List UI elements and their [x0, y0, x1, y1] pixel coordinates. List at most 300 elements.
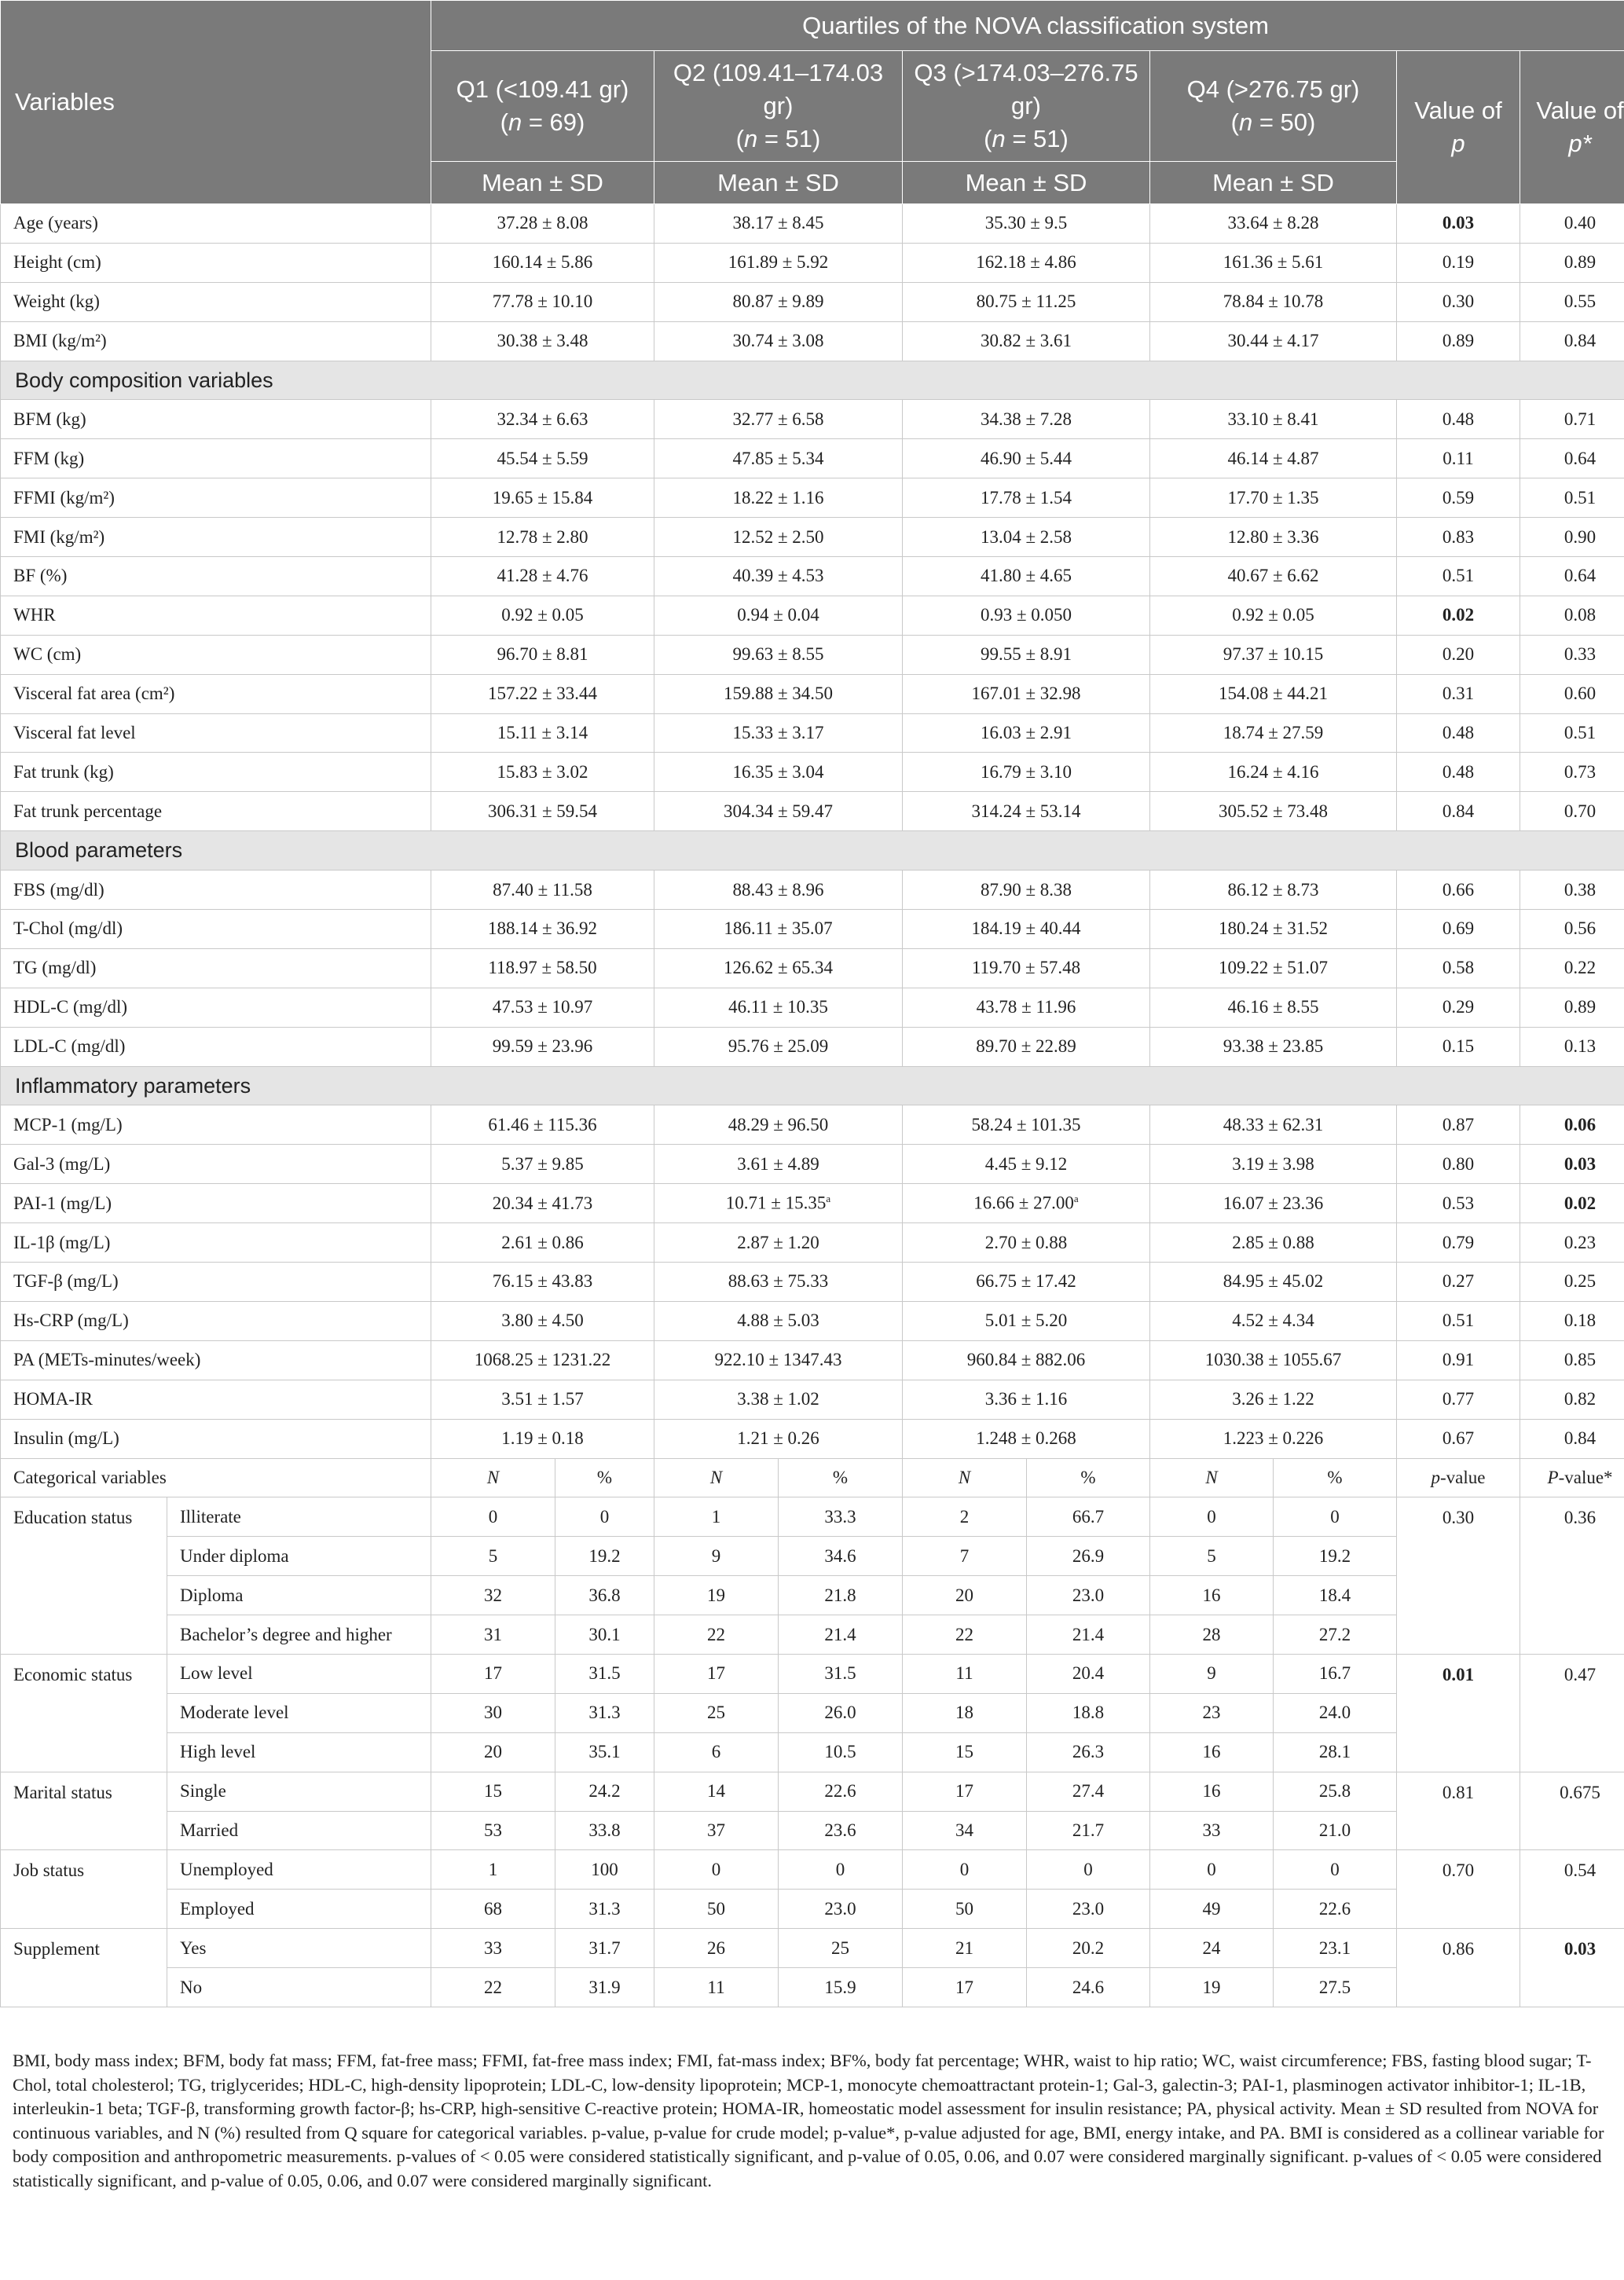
p-adjusted-value: 0.03 [1520, 1929, 1624, 2007]
q3-mean-sd: 35.30 ± 9.5 [903, 204, 1150, 244]
q1-mean-sd: 77.78 ± 10.10 [431, 282, 654, 321]
table-row [1, 674, 1624, 713]
q4-mean-sd: 17.70 ± 1.35 [1150, 478, 1397, 518]
q4-mean-sd: 97.37 ± 10.15 [1150, 635, 1397, 674]
p-value: 0.69 [1397, 910, 1520, 949]
table-row [1, 753, 1624, 792]
count-cell: 1 [431, 1850, 555, 1890]
q2-stat-header: Mean ± SD [654, 162, 903, 204]
p-adjusted-value: 0.47 [1520, 1654, 1624, 1772]
q2-mean-sd: 16.35 ± 3.04 [654, 753, 903, 792]
variables-header: Variables [1, 1, 431, 204]
p-value: 0.67 [1397, 1419, 1520, 1458]
p-value: 0.59 [1397, 478, 1520, 518]
p-adjusted-value: 0.40 [1520, 204, 1624, 244]
count-cell: 30 [431, 1693, 555, 1732]
q1-mean-sd: 118.97 ± 58.50 [431, 948, 654, 988]
variable-name: Visceral fat area (cm²) [1, 674, 431, 713]
table-row [1, 792, 1624, 831]
percent-cell: 27.5 [1274, 1968, 1397, 2007]
count-cell: 53 [431, 1811, 555, 1850]
p-adjusted-value: 0.54 [1520, 1850, 1624, 1929]
q1-label: Q1 (<109.41 gr) [456, 75, 629, 104]
percent-cell: 27.2 [1274, 1615, 1397, 1655]
p-adjusted-value: 0.82 [1520, 1380, 1624, 1419]
count-cell: 34 [903, 1811, 1027, 1850]
q4-mean-sd: 109.22 ± 51.07 [1150, 948, 1397, 988]
q3-mean-sd: 0.93 ± 0.050 [903, 596, 1150, 635]
variable-name: Fat trunk percentage [1, 792, 431, 831]
q1-mean-sd: 15.83 ± 3.02 [431, 753, 654, 792]
q4-mean-sd: 93.38 ± 23.85 [1150, 1027, 1397, 1066]
percent-cell: 36.8 [555, 1576, 654, 1615]
q3-mean-sd: 162.18 ± 4.86 [903, 243, 1150, 282]
q3-mean-sd: 58.24 ± 101.35 [903, 1105, 1150, 1145]
percent-header: % [555, 1458, 654, 1497]
table-row [1, 243, 1624, 282]
p-adjusted-value: 0.23 [1520, 1223, 1624, 1263]
categorical-title: Categorical variables [1, 1458, 431, 1497]
count-cell: 16 [1150, 1772, 1274, 1811]
q1-mean-sd: 188.14 ± 36.92 [431, 910, 654, 949]
q1-mean-sd: 47.53 ± 10.97 [431, 988, 654, 1027]
q3-mean-sd: 13.04 ± 2.58 [903, 518, 1150, 557]
q4-mean-sd: 161.36 ± 5.61 [1150, 243, 1397, 282]
percent-cell: 18.8 [1027, 1693, 1150, 1732]
percent-header: % [779, 1458, 903, 1497]
p-adjusted-value: 0.64 [1520, 557, 1624, 596]
count-cell: 19 [654, 1576, 779, 1615]
q2-mean-sd: 46.11 ± 10.35 [654, 988, 903, 1027]
variable-name: TG (mg/dl) [1, 948, 431, 988]
p-value: 0.87 [1397, 1105, 1520, 1145]
p-adjusted-value: 0.85 [1520, 1340, 1624, 1380]
table-row [1, 1380, 1624, 1419]
p-value: 0.48 [1397, 713, 1520, 753]
percent-cell: 22.6 [779, 1772, 903, 1811]
percent-cell: 16.7 [1274, 1654, 1397, 1693]
q2-mean-sd: 12.52 ± 2.50 [654, 518, 903, 557]
percent-cell: 22.6 [1274, 1890, 1397, 1929]
p-value: 0.48 [1397, 400, 1520, 439]
p-value: 0.48 [1397, 753, 1520, 792]
variable-name: Visceral fat level [1, 713, 431, 753]
p-adjusted-value: 0.03 [1520, 1145, 1624, 1184]
p-value: 0.51 [1397, 557, 1520, 596]
p-adjusted-value: 0.36 [1520, 1497, 1624, 1655]
table-row [1, 635, 1624, 674]
q1-n-symbol: n [508, 108, 522, 136]
count-cell: 11 [654, 1968, 779, 2007]
q1-mean-sd: 30.38 ± 3.48 [431, 321, 654, 361]
table-row [1, 1145, 1624, 1184]
p-value: 0.15 [1397, 1027, 1520, 1066]
q1-mean-sd: 41.28 ± 4.76 [431, 557, 654, 596]
count-cell: 18 [903, 1693, 1027, 1732]
p-adjusted-value: 0.89 [1520, 988, 1624, 1027]
q2-n: = 51) [757, 124, 821, 152]
q3-n-symbol: n [992, 124, 1006, 152]
count-cell: 20 [431, 1732, 555, 1772]
p-value: 0.86 [1397, 1929, 1520, 2007]
variable-name: Height (cm) [1, 243, 431, 282]
q4-mean-sd: 0.92 ± 0.05 [1150, 596, 1397, 635]
count-cell: 14 [654, 1772, 779, 1811]
percent-cell: 33.8 [555, 1811, 654, 1850]
q2-mean-sd: 40.39 ± 4.53 [654, 557, 903, 596]
count-cell: 9 [1150, 1654, 1274, 1693]
table-row [1, 400, 1624, 439]
q3-mean-sd: 41.80 ± 4.65 [903, 557, 1150, 596]
variable-name: MCP-1 (mg/L) [1, 1105, 431, 1145]
categorical-row [1, 1968, 1624, 2007]
q3-mean-sd: 5.01 ± 5.20 [903, 1301, 1150, 1340]
count-cell: 16 [1150, 1732, 1274, 1772]
category-level: Low level [167, 1654, 431, 1693]
percent-cell: 34.6 [779, 1537, 903, 1576]
percent-cell: 66.7 [1027, 1497, 1150, 1537]
q4-mean-sd: 305.52 ± 73.48 [1150, 792, 1397, 831]
count-cell: 2 [903, 1497, 1027, 1537]
q3-mean-sd: 4.45 ± 9.12 [903, 1145, 1150, 1184]
percent-cell: 0 [1027, 1850, 1150, 1890]
q1-mean-sd: 2.61 ± 0.86 [431, 1223, 654, 1263]
q2-mean-sd: 80.87 ± 9.89 [654, 282, 903, 321]
p-adjusted-value: 0.33 [1520, 635, 1624, 674]
q2-mean-sd: 3.61 ± 4.89 [654, 1145, 903, 1184]
percent-cell: 28.1 [1274, 1732, 1397, 1772]
count-cell: 11 [903, 1654, 1027, 1693]
p-adjusted-header: Value of p* [1520, 51, 1624, 204]
percent-cell: 26.0 [779, 1693, 903, 1732]
categorical-row [1, 1890, 1624, 1929]
variable-name: FBS (mg/dl) [1, 871, 431, 910]
q2-mean-sd: 161.89 ± 5.92 [654, 243, 903, 282]
category-level: Married [167, 1811, 431, 1850]
table-row [1, 204, 1624, 244]
p-value: 0.19 [1397, 243, 1520, 282]
table-footnote: BMI, body mass index; BFM, body fat mass; FFM, fat-free mass; FFMI, fat-free mass index; FMI, fat-mass index; BF%, body fat percentage; WHR, waist to hip ratio; WC, waist circumference; FBS, fasting blood sugar; T-Chol, total cholesterol; TG, triglycerides; HDL-C, high-density lipoprotein; LDL-C, low-density lipoprotein; MCP-1, monocyte chemoattractant protein-1; Gal-3, galectin-3; PAI-1, plasminogen activator inhibitor-1; IL-1B, interleukin-1 beta; TGF-β, transforming growth factor-β; hs-CRP, high-sensitive C-reactive protein; HOMA-IR, homeostatic model assessment for insulin resistance; PA, physical activity. Mean ± SD resulted from NOVA for continuous variables, and N (%) resulted from Q square for categorical variables. p-value, p-value for crude model; p-value*, p-value adjusted for age, BMI, energy intake, and PA. BMI is considered as a collinear variable for body composition and anthropometric measurements. p-values of < 0.05 were considered statistically significant, and p-value of 0.05, 0.06, and 0.07 were considered marginally significant. p-values of < 0.05 were considered statistically significant, and p-value of 0.05, 0.06, and 0.07 were considered marginally significant. [13, 2051, 1604, 2190]
table-row [1, 439, 1624, 478]
percent-cell: 31.3 [555, 1890, 654, 1929]
table-row [1, 282, 1624, 321]
table-row [1, 871, 1624, 910]
p-adjusted-value: 0.73 [1520, 753, 1624, 792]
q3-mean-sd: 46.90 ± 5.44 [903, 439, 1150, 478]
percent-cell: 26.3 [1027, 1732, 1150, 1772]
q1-n: = 69) [522, 108, 585, 136]
p-adjusted-value: 0.02 [1520, 1184, 1624, 1223]
p-value: 0.29 [1397, 988, 1520, 1027]
q1-mean-sd: 1068.25 ± 1231.22 [431, 1340, 654, 1380]
table-row [1, 1027, 1624, 1066]
count-cell: 25 [654, 1693, 779, 1732]
q4-mean-sd: 12.80 ± 3.36 [1150, 518, 1397, 557]
p-adjusted-value: 0.64 [1520, 439, 1624, 478]
category-group-name: Supplement [1, 1929, 167, 2007]
table-row [1, 1340, 1624, 1380]
p-value: 0.30 [1397, 1497, 1520, 1655]
percent-cell: 0 [779, 1850, 903, 1890]
percent-cell: 24.0 [1274, 1693, 1397, 1732]
categorical-row [1, 1929, 1624, 1968]
q1-mean-sd: 1.19 ± 0.18 [431, 1419, 654, 1458]
variable-name: FMI (kg/m²) [1, 518, 431, 557]
variable-name: Age (years) [1, 204, 431, 244]
percent-cell: 23.6 [779, 1811, 903, 1850]
p-symbol: p [1431, 1467, 1441, 1487]
count-cell: 23 [1150, 1693, 1274, 1732]
p-value: 0.27 [1397, 1263, 1520, 1302]
categorical-row [1, 1772, 1624, 1811]
q4-mean-sd: 78.84 ± 10.78 [1150, 282, 1397, 321]
count-cell: 16 [1150, 1576, 1274, 1615]
count-cell: 32 [431, 1576, 555, 1615]
q3-mean-sd: 119.70 ± 57.48 [903, 948, 1150, 988]
q2-mean-sd: 18.22 ± 1.16 [654, 478, 903, 518]
q4-stat-header: Mean ± SD [1150, 162, 1397, 204]
table-row [1, 713, 1624, 753]
table-row [1, 1184, 1624, 1223]
variable-name: FFMI (kg/m²) [1, 478, 431, 518]
count-cell: 17 [431, 1654, 555, 1693]
n-header: N [431, 1458, 555, 1497]
q2-mean-sd: 1.21 ± 0.26 [654, 1419, 903, 1458]
q2-mean-sd: 32.77 ± 6.58 [654, 400, 903, 439]
q2-mean-sd: 48.29 ± 96.50 [654, 1105, 903, 1145]
variable-name: Fat trunk (kg) [1, 753, 431, 792]
table-row [1, 1301, 1624, 1340]
percent-cell: 24.2 [555, 1772, 654, 1811]
p-adjusted-value: 0.675 [1520, 1772, 1624, 1850]
count-cell: 0 [654, 1850, 779, 1890]
variable-name: FFM (kg) [1, 439, 431, 478]
variable-name: IL-1β (mg/L) [1, 1223, 431, 1263]
n-header: N [1150, 1458, 1274, 1497]
p-value: 0.84 [1397, 792, 1520, 831]
p-adjusted-value: 0.38 [1520, 871, 1624, 910]
category-group-name: Job status [1, 1850, 167, 1929]
q4-header: Q4 (>276.75 gr) (n = 50) [1150, 51, 1397, 162]
percent-cell: 100 [555, 1850, 654, 1890]
categorical-header-row [1, 1458, 1624, 1497]
q4-mean-sd: 4.52 ± 4.34 [1150, 1301, 1397, 1340]
percent-cell: 33.3 [779, 1497, 903, 1537]
p-value: 0.83 [1397, 518, 1520, 557]
p-value-header: p-value [1397, 1458, 1520, 1497]
count-cell: 17 [903, 1772, 1027, 1811]
q4-mean-sd: 33.10 ± 8.41 [1150, 400, 1397, 439]
table-row [1, 1223, 1624, 1263]
p-adjusted-value: 0.51 [1520, 478, 1624, 518]
variable-name: HDL-C (mg/dl) [1, 988, 431, 1027]
q3-mean-sd: 17.78 ± 1.54 [903, 478, 1150, 518]
count-cell: 0 [903, 1850, 1027, 1890]
q1-mean-sd: 20.34 ± 41.73 [431, 1184, 654, 1223]
q3-mean-sd: 184.19 ± 40.44 [903, 910, 1150, 949]
variable-name: TGF-β (mg/L) [1, 1263, 431, 1302]
count-cell: 21 [903, 1929, 1027, 1968]
p-value: 0.53 [1397, 1184, 1520, 1223]
p-adjusted-value: 0.06 [1520, 1105, 1624, 1145]
table-row [1, 557, 1624, 596]
p-value: 0.79 [1397, 1223, 1520, 1263]
percent-cell: 21.7 [1027, 1811, 1150, 1850]
table-row [1, 321, 1624, 361]
percent-cell: 21.8 [779, 1576, 903, 1615]
q3-mean-sd: 314.24 ± 53.14 [903, 792, 1150, 831]
count-cell: 22 [903, 1615, 1027, 1655]
q1-mean-sd: 160.14 ± 5.86 [431, 243, 654, 282]
table-row [1, 1105, 1624, 1145]
q1-mean-sd: 37.28 ± 8.08 [431, 204, 654, 244]
q1-mean-sd: 306.31 ± 59.54 [431, 792, 654, 831]
category-level: Illiterate [167, 1497, 431, 1537]
p-value: 0.20 [1397, 635, 1520, 674]
count-cell: 68 [431, 1890, 555, 1929]
q3-mean-sd: 99.55 ± 8.91 [903, 635, 1150, 674]
percent-cell: 21.0 [1274, 1811, 1397, 1850]
q3-mean-sd: 43.78 ± 11.96 [903, 988, 1150, 1027]
count-cell: 20 [903, 1576, 1027, 1615]
q1-mean-sd: 3.80 ± 4.50 [431, 1301, 654, 1340]
percent-cell: 25 [779, 1929, 903, 1968]
p-adjusted-value: 0.60 [1520, 674, 1624, 713]
percent-cell: 35.1 [555, 1732, 654, 1772]
q4-mean-sd: 16.24 ± 4.16 [1150, 753, 1397, 792]
q4-mean-sd: 1030.38 ± 1055.67 [1150, 1340, 1397, 1380]
p-value: 0.11 [1397, 439, 1520, 478]
percent-cell: 31.3 [555, 1693, 654, 1732]
q4-n-symbol: n [1238, 108, 1253, 136]
section-inflammatory-parameters [1, 1066, 1624, 1105]
p-adjusted-value: 0.13 [1520, 1027, 1624, 1066]
q1-mean-sd: 96.70 ± 8.81 [431, 635, 654, 674]
q3-mean-sd: 34.38 ± 7.28 [903, 400, 1150, 439]
category-group-name: Marital status [1, 1772, 167, 1850]
q4-mean-sd: 3.19 ± 3.98 [1150, 1145, 1397, 1184]
p-adjusted-value: 0.18 [1520, 1301, 1624, 1340]
p-adjusted-value: 0.90 [1520, 518, 1624, 557]
variable-name: HOMA-IR [1, 1380, 431, 1419]
q1-mean-sd: 0.92 ± 0.05 [431, 596, 654, 635]
category-level: Moderate level [167, 1693, 431, 1732]
q2-mean-sd: 3.38 ± 1.02 [654, 1380, 903, 1419]
category-level: Unemployed [167, 1850, 431, 1890]
table-row [1, 1263, 1624, 1302]
q1-stat-header: Mean ± SD [431, 162, 654, 204]
percent-cell: 0 [1274, 1850, 1397, 1890]
percent-cell: 23.0 [1027, 1890, 1150, 1929]
q4-mean-sd: 2.85 ± 0.88 [1150, 1223, 1397, 1263]
percent-header: % [1027, 1458, 1150, 1497]
q4-mean-sd: 40.67 ± 6.62 [1150, 557, 1397, 596]
q2-n-symbol: n [743, 124, 758, 152]
percent-cell: 18.4 [1274, 1576, 1397, 1615]
count-cell: 22 [654, 1615, 779, 1655]
q3-mean-sd: 66.75 ± 17.42 [903, 1263, 1150, 1302]
q3-n: = 51) [1005, 124, 1069, 152]
p-value: 0.01 [1397, 1654, 1520, 1772]
q3-mean-sd: 16.79 ± 3.10 [903, 753, 1150, 792]
table-row [1, 478, 1624, 518]
q3-mean-sd: 1.248 ± 0.268 [903, 1419, 1150, 1458]
q2-mean-sd: 30.74 ± 3.08 [654, 321, 903, 361]
variable-name: PA (METs-minutes/week) [1, 1340, 431, 1380]
q3-stat-header: Mean ± SD [903, 162, 1150, 204]
count-cell: 5 [431, 1537, 555, 1576]
q3-mean-sd: 3.36 ± 1.16 [903, 1380, 1150, 1419]
count-cell: 0 [1150, 1850, 1274, 1890]
count-cell: 19 [1150, 1968, 1274, 2007]
n-header: N [654, 1458, 779, 1497]
categorical-row [1, 1537, 1624, 1576]
p-adjusted-value: 0.71 [1520, 400, 1624, 439]
categorical-row [1, 1576, 1624, 1615]
variable-name: Weight (kg) [1, 282, 431, 321]
q2-mean-sd: 88.43 ± 8.96 [654, 871, 903, 910]
section-title: Blood parameters [1, 831, 1624, 871]
q3-mean-sd: 80.75 ± 11.25 [903, 282, 1150, 321]
p-value: 0.89 [1397, 321, 1520, 361]
p-value: 0.31 [1397, 674, 1520, 713]
q2-label: Q2 (109.41–174.03 gr) [673, 59, 884, 120]
p-value: 0.81 [1397, 1772, 1520, 1850]
categorical-row [1, 1497, 1624, 1537]
percent-cell: 19.2 [555, 1537, 654, 1576]
table-row [1, 948, 1624, 988]
percent-cell: 20.2 [1027, 1929, 1150, 1968]
p-adjusted-value: 0.84 [1520, 321, 1624, 361]
q4-mean-sd: 3.26 ± 1.22 [1150, 1380, 1397, 1419]
count-cell: 49 [1150, 1890, 1274, 1929]
percent-header: % [1274, 1458, 1397, 1497]
q4-mean-sd: 30.44 ± 4.17 [1150, 321, 1397, 361]
category-group-name: Economic status [1, 1654, 167, 1772]
q3-mean-sd: 87.90 ± 8.38 [903, 871, 1150, 910]
section-body-composition [1, 361, 1624, 400]
variable-name: Hs-CRP (mg/L) [1, 1301, 431, 1340]
q1-mean-sd: 76.15 ± 43.83 [431, 1263, 654, 1302]
table-row [1, 988, 1624, 1027]
percent-cell: 0 [1274, 1497, 1397, 1537]
percent-cell: 10.5 [779, 1732, 903, 1772]
percent-cell: 23.1 [1274, 1929, 1397, 1968]
q3-mean-sd: 30.82 ± 3.61 [903, 321, 1150, 361]
variable-name: LDL-C (mg/dl) [1, 1027, 431, 1066]
q3-mean-sd: 960.84 ± 882.06 [903, 1340, 1150, 1380]
q2-mean-sd: 88.63 ± 75.33 [654, 1263, 903, 1302]
p-value: 0.51 [1397, 1301, 1520, 1340]
section-title: Body composition variables [1, 361, 1624, 400]
p-value: 0.70 [1397, 1850, 1520, 1929]
q2-mean-sd: 4.88 ± 5.03 [654, 1301, 903, 1340]
q2-mean-sd: 2.87 ± 1.20 [654, 1223, 903, 1263]
p-symbol: P [1547, 1467, 1559, 1487]
category-level: No [167, 1968, 431, 2007]
variable-name: BFM (kg) [1, 400, 431, 439]
categorical-row [1, 1732, 1624, 1772]
p-adjusted-value: 0.25 [1520, 1263, 1624, 1302]
q1-mean-sd: 61.46 ± 115.36 [431, 1105, 654, 1145]
n-header: N [903, 1458, 1027, 1497]
table-row [1, 518, 1624, 557]
category-level: Diploma [167, 1576, 431, 1615]
q1-mean-sd: 45.54 ± 5.59 [431, 439, 654, 478]
q4-mean-sd: 1.223 ± 0.226 [1150, 1419, 1397, 1458]
variable-name: BF (%) [1, 557, 431, 596]
percent-cell: 23.0 [1027, 1576, 1150, 1615]
